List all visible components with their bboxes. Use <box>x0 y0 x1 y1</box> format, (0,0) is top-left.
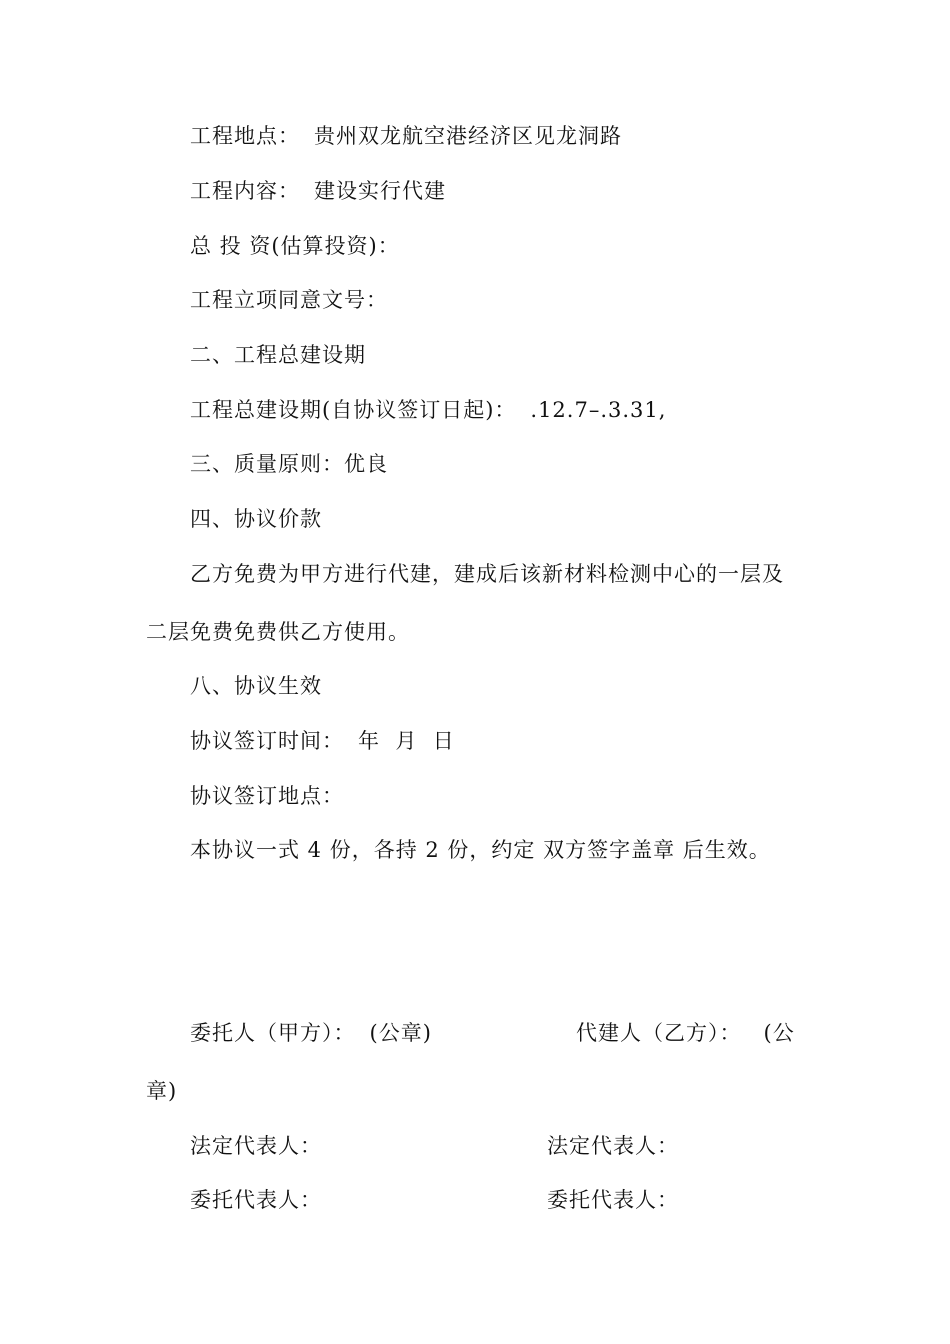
project-location-value: 贵州双龙航空港经济区见龙洞路 <box>314 124 622 148</box>
party-a-seal: (公章) <box>369 1021 432 1045</box>
construction-period-value: .12.7–.3.31, <box>530 398 667 422</box>
signing-time-line <box>190 727 455 755</box>
project-content-line <box>190 177 446 205</box>
section3-quality: 三、质量原则：优良 <box>190 452 388 476</box>
price-paragraph-line2: 二层免费免费供乙方使用。 <box>146 620 410 644</box>
signing-time-value: 年 月 日 <box>358 729 455 753</box>
total-investment-line: 总 投 资(估算投资)： <box>190 234 400 258</box>
party-b-line <box>576 1019 795 1047</box>
entrusted-rep-a: 委托代表人： <box>190 1188 322 1212</box>
party-b-seal-part1: (公 <box>763 1021 795 1045</box>
legal-rep-a: 法定代表人： <box>190 1134 322 1158</box>
party-b-seal-part2: 章) <box>146 1079 178 1103</box>
approval-doc-line: 工程立项同意文号： <box>190 288 388 312</box>
construction-period-line <box>190 396 666 424</box>
signing-time-label: 协议签订时间： <box>190 729 344 753</box>
construction-period-label: 工程总建设期(自协议签订日起)： <box>190 398 517 422</box>
project-location-label: 工程地点： <box>190 124 300 148</box>
price-paragraph-line1: 乙方免费为甲方进行代建，建成后该新材料检测中心的一层及 <box>190 562 784 586</box>
party-b-label: 代建人（乙方）： <box>576 1021 742 1045</box>
section8-heading: 八、协议生效 <box>190 674 322 698</box>
section4-heading: 四、协议价款 <box>190 507 322 531</box>
project-location-line <box>190 122 622 150</box>
copies-clause: 本协议一式 4 份，各持 2 份，约定 双方签字盖章 后生效。 <box>190 838 771 862</box>
signing-place-line: 协议签订地点： <box>190 784 344 808</box>
party-a-label: 委托人（甲方）： <box>190 1021 356 1045</box>
project-content-value: 建设实行代建 <box>314 179 446 203</box>
project-content-label: 工程内容： <box>190 179 300 203</box>
entrusted-rep-b: 委托代表人： <box>547 1188 679 1212</box>
party-a-line <box>190 1019 432 1047</box>
section2-heading: 二、工程总建设期 <box>190 343 366 367</box>
legal-rep-b: 法定代表人： <box>547 1134 679 1158</box>
